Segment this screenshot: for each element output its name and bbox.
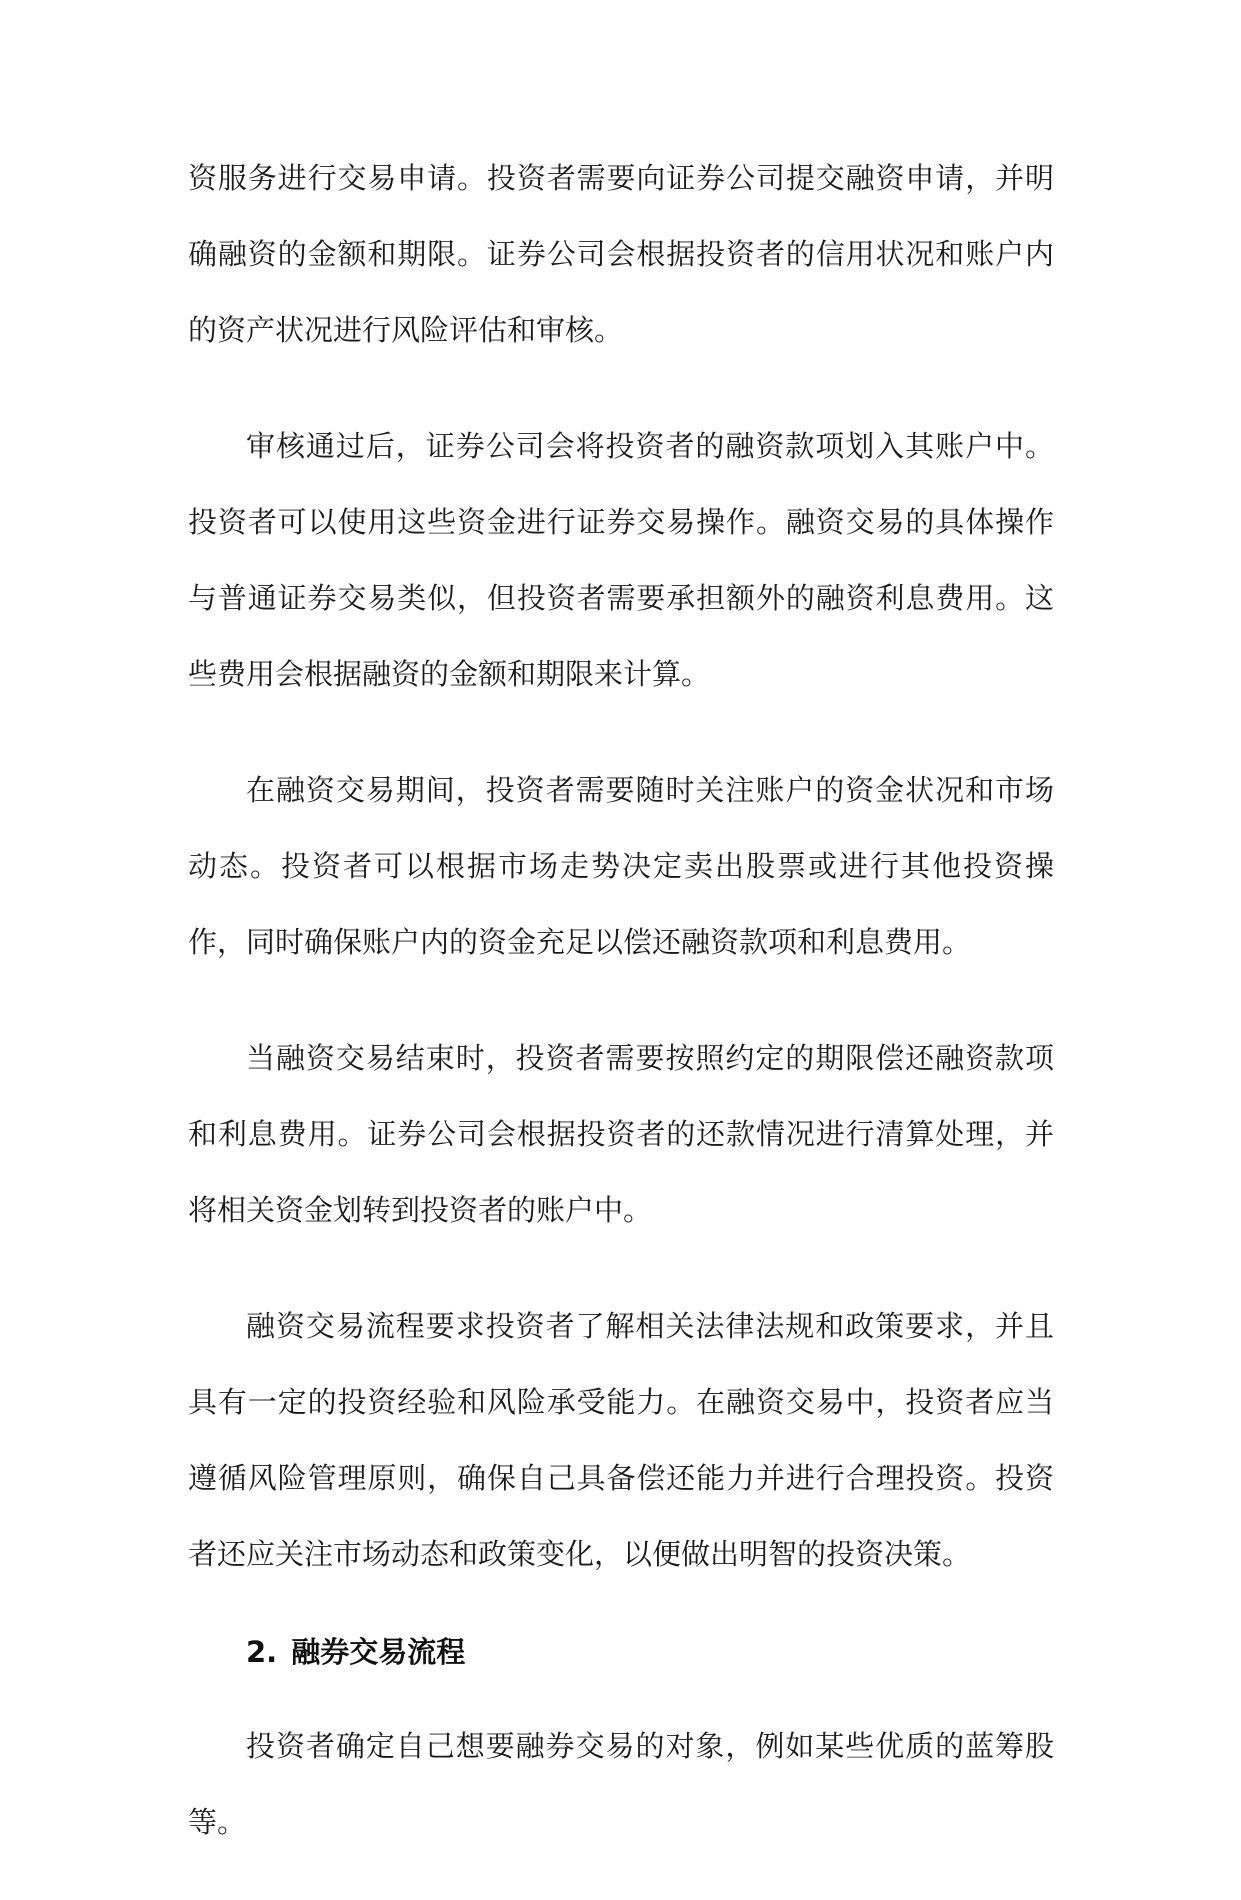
paragraph-settlement: 当融资交易结束时，投资者需要按照约定的期限偿还融资款项和利息费用。证券公司会根据投资者的还款情况进行清算处理，并将相关资金划转到投资者的账户中。 — [188, 1041, 1054, 1227]
paragraph-approval: 审核通过后，证券公司会将投资者的融资款项划入其账户中。投资者可以使用这些资金进行证券交易操作。融资交易的具体操作与普通证券交易类似，但投资者需要承担额外的融资利息费用。这些费用会根据融资的金额和期限来计算。 — [188, 429, 1054, 691]
section-title: 融券交易流程 — [291, 1635, 466, 1669]
paragraph-continued: 资服务进行交易申请。投资者需要向证券公司提交融资申请，并明确融资的金额和期限。证券公司会根据投资者的信用状况和账户内的资产状况进行风险评估和审核。 — [188, 161, 1054, 347]
document-body — [188, 140, 1054, 1900]
paragraph-section-intro: 投资者确定自己想要融券交易的对象，例如某些优质的蓝筹股等。 — [188, 1729, 1054, 1839]
section-number: 2. — [246, 1635, 278, 1669]
paragraph-requirements: 融资交易流程要求投资者了解相关法律法规和政策要求，并且具有一定的投资经验和风险承受能力。在融资交易中，投资者应当遵循风险管理原则，确保自己具备偿还能力并进行合理投资。投资者还应关注市场动态和政策变化，以便做出明智的投资决策。 — [188, 1309, 1054, 1571]
paragraph-trading-period: 在融资交易期间，投资者需要随时关注账户的资金状况和市场动态。投资者可以根据市场走势决定卖出股票或进行其他投资操作，同时确保账户内的资金充足以偿还融资款项和利息费用。 — [188, 773, 1054, 959]
section-heading — [246, 1632, 1054, 1672]
